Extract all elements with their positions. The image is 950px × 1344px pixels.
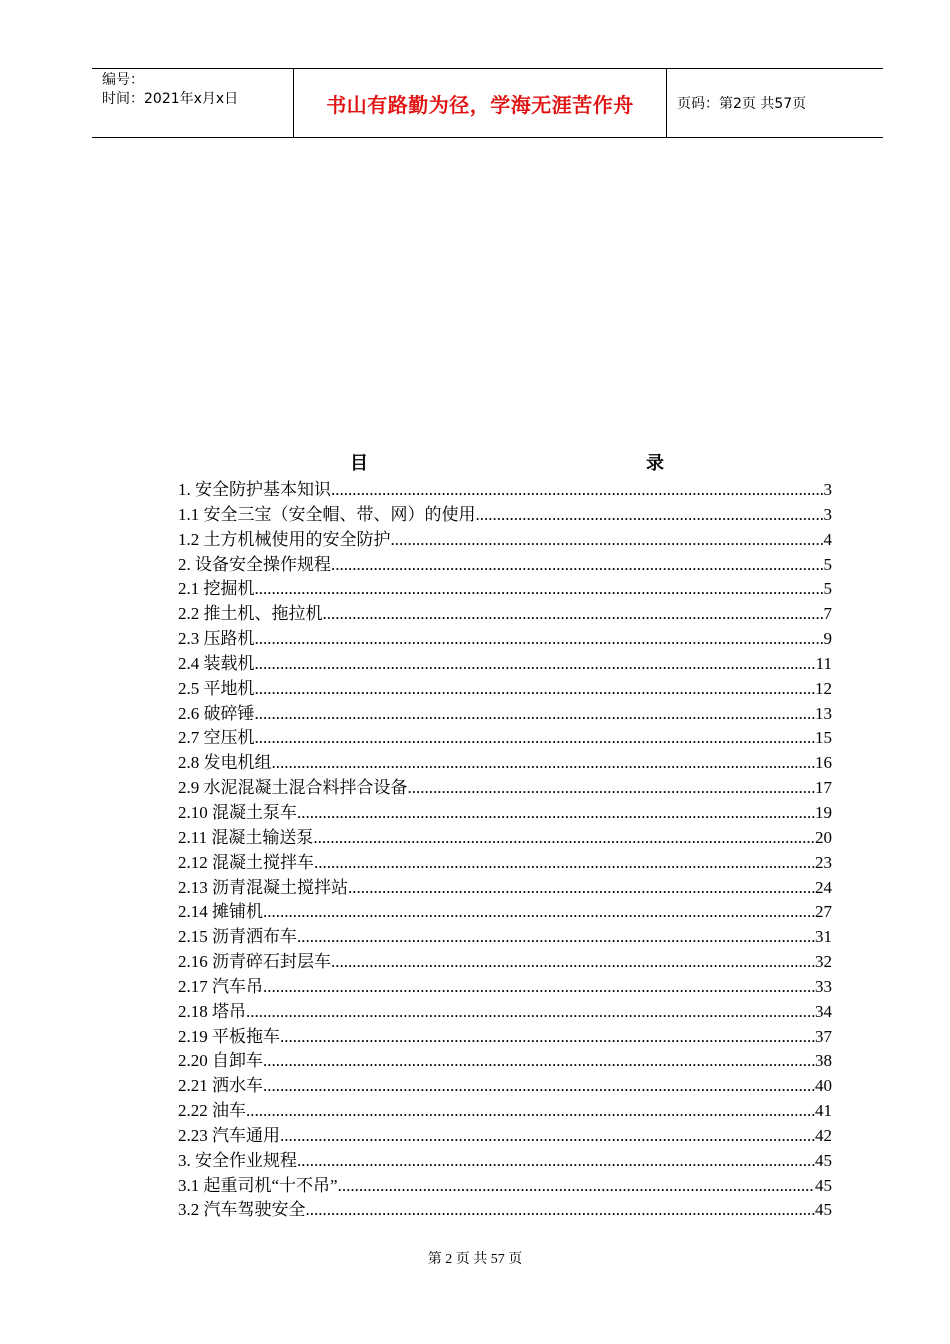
toc-entry-label: 3.2 汽车驾驶安全	[178, 1200, 306, 1220]
toc-leader-dots	[297, 1149, 815, 1174]
toc-entry-label: 2.8 发电机组	[178, 753, 272, 773]
toc-entry-page: 3	[823, 480, 832, 499]
toc-leader-dots	[391, 528, 824, 553]
toc-entry-page: 5	[823, 579, 832, 599]
toc-entry-page: 19	[815, 802, 832, 822]
toc-entry[interactable]	[178, 1099, 832, 1124]
toc-entry-label: 2.1 挖掘机	[178, 579, 255, 599]
toc-leader-dots	[246, 1000, 815, 1025]
toc-entry-page: 42	[815, 1125, 832, 1145]
toc-entry-label: 2.16 沥青碎石封层车	[178, 952, 331, 972]
toc-entry[interactable]	[178, 950, 832, 975]
toc-entry[interactable]	[178, 876, 832, 901]
toc-entry[interactable]	[178, 900, 832, 925]
toc-entry-page: 11	[815, 653, 832, 673]
toc-entry-page: 41	[815, 1101, 832, 1121]
toc-entry-page: 38	[815, 1051, 832, 1071]
toc-entry-label: 2. 设备安全操作规程	[178, 554, 331, 574]
toc-leader-dots	[313, 826, 815, 851]
toc-entry-label: 2.14 摊铺机	[178, 902, 263, 922]
toc-entry-page: 20	[815, 827, 832, 847]
toc-leader-dots	[348, 876, 815, 901]
header-page-info: 页码：第2页 共57页	[677, 96, 807, 112]
toc-leader-dots	[323, 602, 824, 627]
toc-entry-label: 2.20 自卸车	[178, 1051, 263, 1071]
toc-leader-dots	[297, 801, 815, 826]
toc-entry-label: 1. 安全防护基本知识	[178, 480, 331, 499]
toc-leader-dots	[280, 1124, 815, 1149]
toc-entry[interactable]	[178, 975, 832, 1000]
toc-entry-label: 2.15 沥青洒布车	[178, 927, 297, 947]
toc-title-left: 目	[350, 453, 368, 474]
toc-entry-page: 40	[815, 1076, 832, 1096]
toc-entry-page: 5	[823, 554, 832, 574]
toc-entry-page: 45	[815, 1200, 832, 1220]
toc-leader-dots	[263, 1049, 815, 1074]
toc-leader-dots	[255, 577, 824, 602]
toc-entry-label: 1.1 安全三宝（安全帽、带、网）的使用	[178, 504, 476, 524]
toc-entry-page: 27	[815, 902, 832, 922]
toc-entry[interactable]	[178, 528, 832, 553]
toc-leader-dots	[272, 751, 816, 776]
toc-leader-dots	[408, 776, 816, 801]
toc-entry-page: 9	[823, 629, 832, 649]
toc-entry-page: 3	[823, 504, 832, 524]
toc-leader-dots	[306, 1198, 816, 1223]
toc-entry[interactable]	[178, 1124, 832, 1149]
toc-leader-dots	[263, 1074, 815, 1099]
toc-entry-page: 15	[815, 728, 832, 748]
toc-entry-label: 2.12 混凝土搅拌车	[178, 852, 314, 872]
toc-entry-page: 24	[815, 877, 832, 897]
page-header	[92, 68, 883, 138]
toc-entry-page: 37	[815, 1026, 832, 1046]
toc-leader-dots	[331, 553, 824, 578]
toc-entry[interactable]	[178, 627, 832, 652]
toc-entry-label: 2.6 破碎锤	[178, 703, 255, 723]
toc-leader-dots	[331, 478, 824, 503]
toc-entry-page: 23	[815, 852, 832, 872]
toc-leader-dots	[246, 1099, 815, 1124]
toc-entry-label: 2.21 洒水车	[178, 1076, 263, 1096]
toc-entry[interactable]	[178, 602, 832, 627]
toc-entry[interactable]	[178, 1049, 832, 1074]
toc-title-right: 录	[646, 453, 664, 474]
toc-leader-dots	[338, 1174, 815, 1199]
toc-entry[interactable]	[178, 1025, 832, 1050]
toc-entry[interactable]	[178, 553, 832, 578]
toc-entry-label: 2.9 水泥混凝土混合料拌合设备	[178, 778, 408, 798]
toc-title	[178, 449, 832, 473]
header-meta	[92, 69, 294, 137]
toc-leader-dots	[476, 503, 824, 528]
toc-entry-page: 4	[823, 529, 832, 549]
doc-time-label: 时间：2021年x月x日	[102, 91, 239, 107]
toc-entry[interactable]	[178, 1149, 832, 1174]
toc-entry[interactable]	[178, 801, 832, 826]
toc-leader-dots	[255, 726, 816, 751]
toc-entry-label: 2.18 塔吊	[178, 1001, 246, 1021]
toc-leader-dots	[314, 851, 815, 876]
toc-entry-page: 12	[815, 678, 832, 698]
toc-entry[interactable]	[178, 652, 832, 677]
toc-leader-dots	[263, 975, 815, 1000]
header-motto: 书山有路勤为径，学海无涯苦作舟	[294, 69, 667, 137]
toc-entry[interactable]	[178, 1074, 832, 1099]
toc-entry-page: 31	[815, 927, 832, 947]
toc-leader-dots	[297, 925, 815, 950]
toc-entry-page: 7	[823, 604, 832, 624]
toc-entry-page: 45	[815, 1175, 832, 1195]
toc-entry[interactable]	[178, 925, 832, 950]
toc-entry-label: 1.2 土方机械使用的安全防护	[178, 529, 391, 549]
toc-entry-label: 2.22 油车	[178, 1101, 246, 1121]
doc-number-label: 编号：	[102, 72, 144, 88]
toc-entry[interactable]	[178, 1174, 832, 1199]
toc-entry-label: 3. 安全作业规程	[178, 1150, 297, 1170]
toc-leader-dots	[331, 950, 815, 975]
toc-entry[interactable]	[178, 1198, 832, 1223]
toc-entry-page: 33	[815, 976, 832, 996]
toc-entry-label: 2.2 推土机、拖拉机	[178, 604, 323, 624]
toc-entry-label: 2.5 平地机	[178, 678, 255, 698]
toc-entry-page: 45	[815, 1150, 832, 1170]
toc-entry-page: 16	[815, 753, 832, 773]
toc-entry-label: 2.10 混凝土泵车	[178, 802, 297, 822]
toc-leader-dots	[263, 900, 815, 925]
toc-entry[interactable]	[178, 577, 832, 602]
toc-entry[interactable]	[178, 677, 832, 702]
table-of-contents	[178, 478, 832, 1223]
toc-entry-page: 34	[815, 1001, 832, 1021]
toc-entry-label: 2.3 压路机	[178, 629, 255, 649]
toc-entry[interactable]	[178, 1000, 832, 1025]
toc-entry-label: 2.4 装载机	[178, 653, 255, 673]
toc-entry[interactable]	[178, 776, 832, 801]
toc-entry-page: 13	[815, 703, 832, 723]
page-footer: 第 2 页 共 57 页	[427, 1252, 523, 1267]
toc-entry-page: 17	[815, 778, 832, 798]
toc-leader-dots	[280, 1025, 815, 1050]
toc-leader-dots	[255, 627, 824, 652]
toc-entry-label: 2.13 沥青混凝土搅拌站	[178, 877, 348, 897]
toc-entry-page: 32	[815, 952, 832, 972]
toc-entry-label: 2.11 混凝土输送泵	[178, 827, 314, 847]
toc-entry[interactable]	[178, 751, 832, 776]
toc-entry-label: 2.19 平板拖车	[178, 1026, 280, 1046]
toc-entry[interactable]	[178, 726, 832, 751]
toc-entry[interactable]	[178, 702, 832, 727]
toc-entry[interactable]	[178, 503, 832, 528]
toc-entry-label: 3.1 起重司机“十不吊”	[178, 1175, 338, 1195]
toc-entry-label: 2.17 汽车吊	[178, 976, 263, 996]
toc-leader-dots	[255, 702, 816, 727]
toc-entry[interactable]	[178, 826, 832, 851]
toc-entry[interactable]	[178, 478, 832, 503]
toc-leader-dots	[255, 652, 816, 677]
toc-entry[interactable]	[178, 851, 832, 876]
toc-entry-label: 2.7 空压机	[178, 728, 255, 748]
toc-leader-dots	[255, 677, 816, 702]
toc-entry-label: 2.23 汽车通用	[178, 1125, 280, 1145]
